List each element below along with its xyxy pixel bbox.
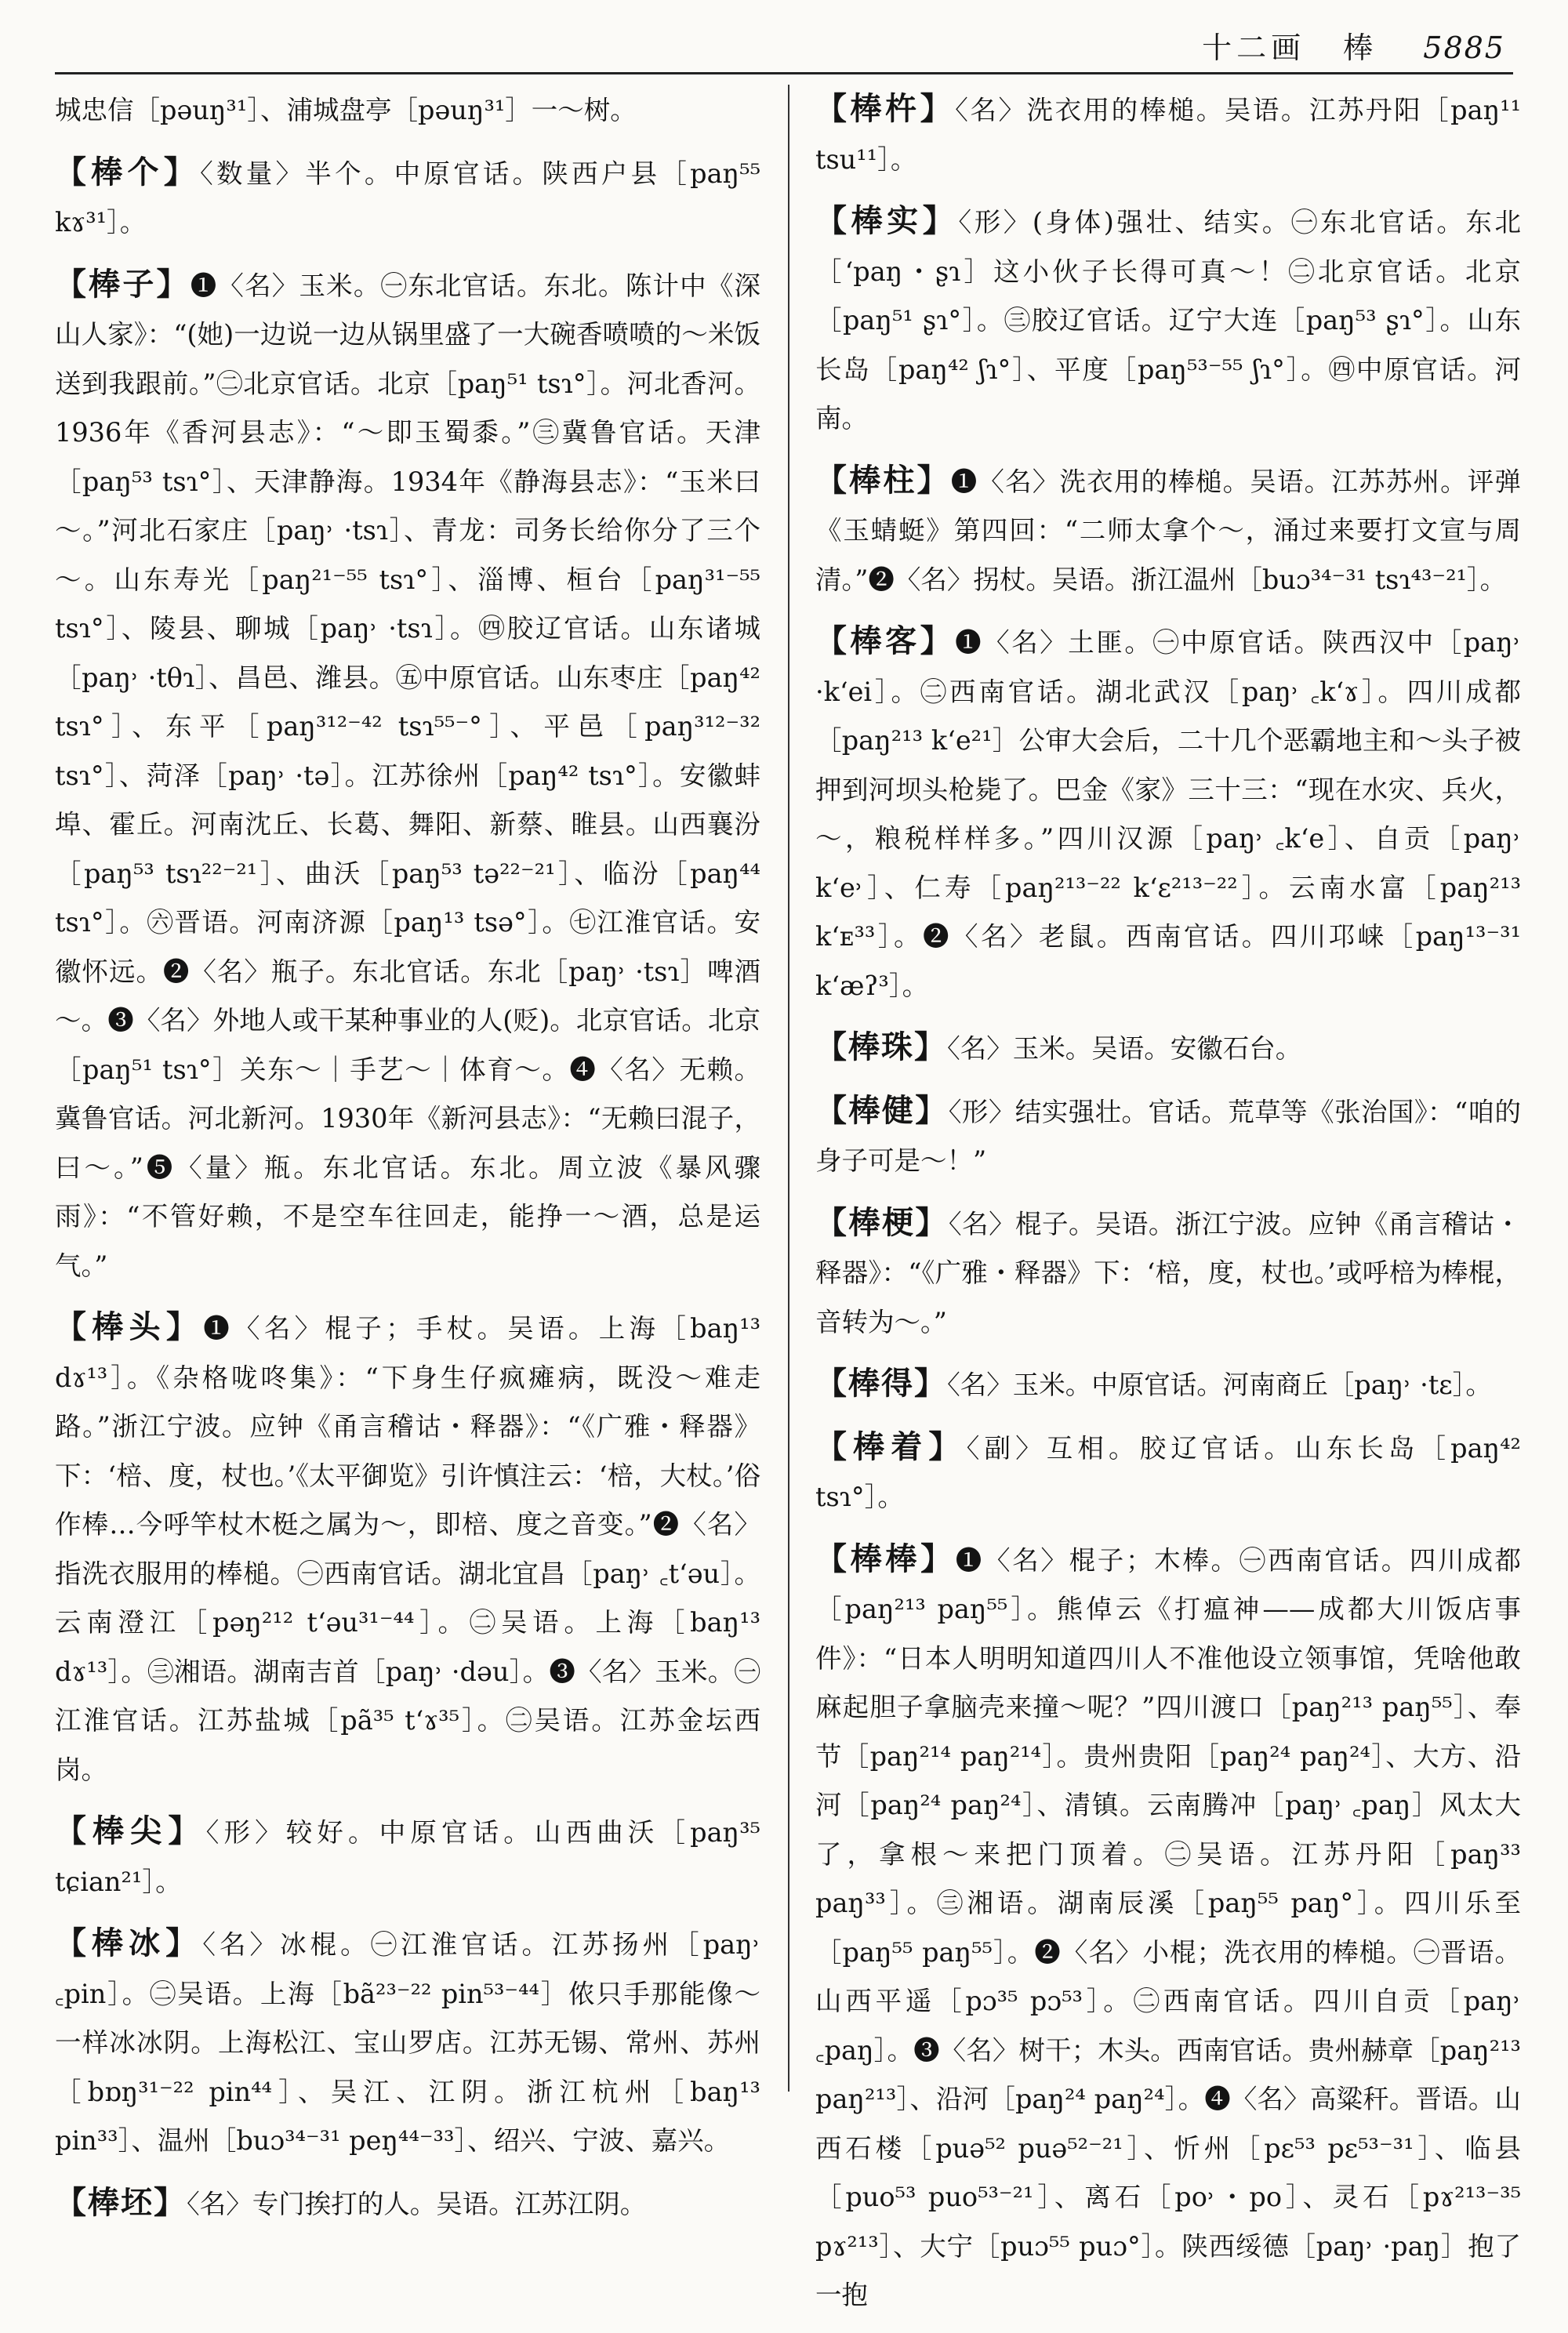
dictionary-entry [815,1423,1521,1522]
entry-text: 〈数量〉半个。中原官话。陕西户县［paŋ⁵⁵ kɤ³¹］。 [55,158,760,238]
page-number: 5885 [1423,31,1505,65]
entry-text: ❶〈名〉玉米。㊀东北官话。东北。陈计中《深山人家》：“(她)一边说一边从锅里盛了一大碗香喷喷的～米饭送到我跟前。”㊁北京官话。北京［paŋ⁵¹ tsɿ°］。河北香河。1936年《香河县志》：“～即玉蜀黍。”㊂冀鲁官话。天津［paŋ⁵³ tsɿ°］、天津静海。1934年《静海县志》：“玉米曰～。”河北石家庄［paŋ˒ ·tsɿ］、青龙：司务长给你分了三个～。山东寿光［paŋ²¹⁻⁵⁵ tsɿ°］、淄博、桓台［paŋ³¹⁻⁵⁵ tsɿ°］、陵县、聊城［paŋ˒ ·tsɿ］。㊃胶辽官话。山东诸城［paŋ˒ ·tθɿ］、昌邑、潍县。㊄中原官话。山东枣庄［paŋ⁴² tsɿ°］、东平［paŋ³¹²⁻⁴² tsɿ⁵⁵⁻°］、平邑［paŋ³¹²⁻³² tsɿ°］、菏泽［paŋ˒ ·tə］。江苏徐州［paŋ⁴² tsɿ°］。安徽蚌埠、霍丘。河南沈丘、长葛、舞阳、新蔡、睢县。山西襄汾［paŋ⁵³ tsɿ²²⁻²¹］、曲沃［paŋ⁵³ tə²²⁻²¹］、临汾［paŋ⁴⁴ tsɿ°］。㊅晋语。河南济源［paŋ¹³ tsə°］。㊆江淮官话。安徽怀远。❷〈名〉瓶子。东北官话。东北［paŋ˒ ·tsɿ］啤酒～。❸〈名〉外地人或干某种事业的人(贬)。北京官话。北京［paŋ⁵¹ tsɿ°］关东～｜手艺～｜体育～。❹〈名〉无赖。冀鲁官话。河北新河。1930年《新河县志》：“无赖曰混子，曰～。”❺〈量〉瓶。东北官话。东北。周立波《暴风骤雨》：“不管好赖，不是空车往回走，能挣一～酒，总是运气。” [55,270,760,1281]
left-column [55,85,760,2241]
entry-headword: 【棒着】 [815,1428,967,1465]
dictionary-entry [55,260,760,1291]
dictionary-entry [815,1087,1521,1186]
entry-text: 〈形〉较好。中原官话。山西曲沃［paŋ³⁵ tɕian²¹］。 [55,1817,760,1897]
stroke-count: 十二画 [1202,31,1306,65]
dictionary-entry [815,197,1521,444]
dictionary-entry [815,1359,1521,1410]
entry-text: 〈名〉玉米。吴语。安徽石台。 [947,1033,1302,1064]
entry-headword: 【棒杵】 [815,90,956,127]
entry-text: 〈名〉洗衣用的棒槌。吴语。江苏丹阳［paŋ¹¹ tsu¹¹］。 [815,95,1522,175]
header-character: 棒 [1343,31,1378,65]
entry-text: 〈名〉专门挨打的人。吴语。江苏江阴。 [187,2188,647,2219]
dictionary-entry [815,1023,1521,1074]
dictionary-entry [815,85,1521,184]
page-header [55,17,1513,74]
entry-headword: 【棒子】 [55,265,191,303]
entry-headword: 【棒实】 [815,202,959,239]
entry-text: 城忠信［pəuŋ³¹］、浦城盘亭［pəuŋ³¹］一～树。 [55,95,637,125]
entry-text: 〈副〉互相。胶辽官话。山东长岛［paŋ⁴² tsɿ°］。 [815,1432,1521,1512]
entry-text: ❶〈名〉洗衣用的棒槌。吴语。江苏苏州。评弹《玉蜻蜓》第四回：“二师太拿个～，涌过来要打文宣与周清。”❷〈名〉拐杖。吴语。浙江温州［buɔ³⁴⁻³¹ tsɿ⁴³⁻²¹］。 [815,466,1521,595]
entry-headword: 【棒得】 [815,1365,947,1402]
entry-text: 〈形〉结实强壮。官话。荒草等《张治国》：“咱的身子可是～！” [815,1096,1521,1176]
entry-headword: 【棒珠】 [815,1029,947,1065]
dictionary-entry [815,1199,1521,1348]
dictionary-entry [55,1303,760,1794]
entry-headword: 【棒个】 [55,153,201,190]
entry-text: 〈名〉玉米。中原官话。河南商丘［paŋ˒ ·tɛ］。 [947,1370,1492,1400]
dictionary-entry [815,617,1521,1010]
dictionary-entry [815,456,1521,605]
dictionary-entry [55,1919,760,2166]
entry-headword: 【棒棒】 [815,1540,956,1577]
entry-text: ❶〈名〉棍子；木棒。㊀西南官话。四川成都［paŋ²¹³ paŋ⁵⁵］。熊倬云《打瘟神——成都大川饭店事件》：“日本人明明知道四川人不准他设立领事馆，凭啥他敢麻起胆子拿脑壳来撞～呢？”四川渡口［paŋ²¹³ paŋ⁵⁵］、奉节［paŋ²¹⁴ paŋ²¹⁴］。贵州贵阳［paŋ²⁴ paŋ²⁴］、大方、沿河［paŋ²⁴ paŋ²⁴］、清镇。云南腾冲［paŋ˒ ꜀paŋ］风太大了，拿根～来把门顶着。㊁吴语。江苏丹阳［paŋ³³ paŋ³³］。㊂湘语。湖南辰溪［paŋ⁵⁵ paŋ°］。四川乐至［paŋ⁵⁵ paŋ⁵⁵］。❷〈名〉小棍；洗衣用的棒槌。㊀晋语。山西平遥［pɔ³⁵ pɔ⁵³］。㊁西南官话。四川自贡［paŋ˒ ꜀paŋ］。❸〈名〉树干；木头。西南官话。贵州赫章［paŋ²¹³ paŋ²¹³］、沿河［paŋ²⁴ paŋ²⁴］。❹〈名〉高粱秆。晋语。山西石楼［puə⁵² puə⁵²⁻²¹］、忻州［pɛ⁵³ pɛ⁵³⁻³¹］、临县［puo⁵³ puo⁵³⁻²¹］、离石［po˒・po］、灵石［pɤ²¹³⁻³⁵ pɤ²¹³］、大宁［puɔ⁵⁵ puɔ°］。陕西绥德［paŋ˒ ·paŋ］抱了一抱 [815,1544,1522,2310]
entry-text: ❶〈名〉棍子；手杖。吴语。上海［baŋ¹³ dɤ¹³］。《杂格咙咚集》：“下身生仔疯瘫病，既没～难走路。”浙江宁波。应钟《甬言稽诂・释器》：“《广雅・释器》下：‘棓、度，杖也。’《太平御览》引许慎注云：‘棓，大杖。’俗作棒…今呼竿杖木梃之属为～，即棓、度之音变。”❷〈名〉指洗衣服用的棒槌。㊀西南官话。湖北宜昌［paŋ˒ ꜀tʻəu］。云南澄江［pəŋ²¹² tʻəu³¹⁻⁴⁴］。㊁吴语。上海［baŋ¹³ dɤ¹³］。㊂湘语。湖南吉首［paŋ˒ ·dəu］。❸〈名〉玉米。㊀江淮官话。江苏盐城［pã³⁵ tʻɤ³⁵］。㊁吴语。江苏金坛西岗。 [55,1313,760,1785]
entry-headword: 【棒柱】 [815,461,951,499]
dictionary-entry [55,2179,760,2230]
dictionary-entry [815,1535,1521,2320]
entry-headword: 【棒健】 [815,1091,949,1129]
entry-headword: 【棒头】 [55,1308,204,1345]
right-column [815,85,1521,2333]
entry-text: 〈名〉棍子。吴语。浙江宁波。应钟《甬言稽诂・释器》：“《广雅・释器》下：‘棓，度，杖也。’或呼棓为棒棍，音转为～。” [815,1208,1522,1337]
entry-headword: 【棒梗】 [815,1203,949,1241]
running-head [1202,24,1505,67]
entry-headword: 【棒尖】 [55,1812,206,1849]
dictionary-entry [55,1807,760,1907]
entry-headword: 【棒客】 [815,622,956,659]
entry-text: ❶〈名〉土匪。㊀中原官话。陕西汉中［paŋ˒ ·kʻei］。㊁西南官话。湖北武汉［paŋ˒ ꜀kʻɤ］。四川成都［paŋ²¹³ kʻe²¹］公审大会后，二十几个恶霸地主和～头子被押到河坝头枪毙了。巴金《家》三十三：“现在水灾、兵火，～，粮税样样多。”四川汉源［paŋ˒ ꜀kʻe］、自贡［paŋ˒ kʻe˒］、仁寿［paŋ²¹³⁻²² kʻɛ²¹³⁻²²］。云南水富［paŋ²¹³ kʻᴇ³³］。❷〈名〉老鼠。西南官话。四川邛崃［paŋ¹³⁻³¹ kʻæʔ³］。 [815,627,1522,1001]
entry-text: 〈形〉(身体)强壮、结实。㊀东北官话。东北［ʻpaŋ・ʂɿ］这小伙子长得可真～！㊁北京官话。北京［paŋ⁵¹ ʂɿ°］。㊂胶辽官话。辽宁大连［paŋ⁵³ ʂɿ°］。山东长岛［paŋ⁴² ʃɿ°］、平度［paŋ⁵³⁻⁵⁵ ʃɿ°］。㊃中原官话。河南。 [815,207,1522,434]
entry-headword: 【棒坯】 [55,2183,187,2221]
dictionary-entry [55,148,760,248]
entry-text: 〈名〉冰棍。㊀江淮官话。江苏扬州［paŋ˒ ꜀pin］。㊁吴语。上海［bã²³⁻²² pin⁵³⁻⁴⁴］侬只手那能像～一样冰冰阴。上海松江、宝山罗店。江苏无锡、常州、苏州［bɒŋ³¹⁻²² pin⁴⁴］、吴江、江阴。浙江杭州［baŋ¹³ pin³³］、温州［buɔ³⁴⁻³¹ peŋ⁴⁴⁻³³］、绍兴、宁波、嘉兴。 [55,1929,761,2156]
column-divider [788,85,789,2092]
dictionary-entry [55,85,760,136]
entry-headword: 【棒冰】 [55,1925,203,1961]
